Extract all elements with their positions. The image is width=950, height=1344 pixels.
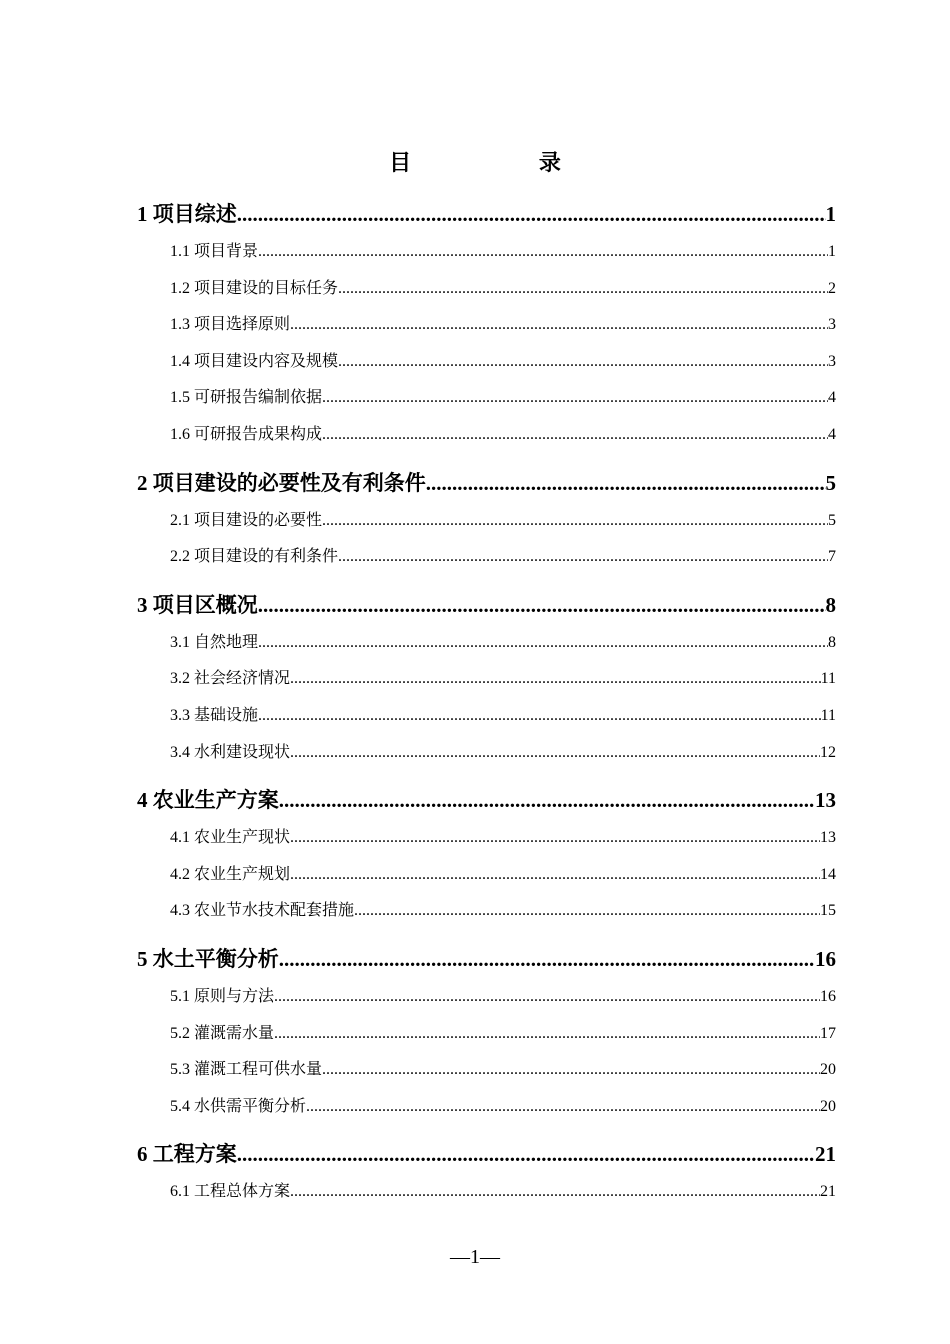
- toc-dot-leader: [322, 1052, 820, 1089]
- toc-entry-page-number: 3: [828, 352, 836, 370]
- toc-section-entry[interactable]: [137, 380, 836, 417]
- toc-entry-label: 4.3 农业节水技术配套措施: [170, 902, 355, 920]
- toc-entry-page-number: 11: [820, 670, 836, 688]
- toc-entry-label: 1.2 项目建设的目标任务: [170, 279, 339, 297]
- toc-chapter-entry[interactable]: [137, 1134, 836, 1174]
- toc-entry-label: 3.1 自然地理: [170, 633, 259, 651]
- toc-entry-page-number: 1: [828, 243, 836, 260]
- toc-entry-page-number: 13: [815, 788, 836, 813]
- toc-entry-label: 1.1 项目背景: [170, 243, 259, 260]
- toc-section-entry[interactable]: [137, 1174, 836, 1211]
- toc-section-entry[interactable]: [137, 417, 836, 454]
- toc-dot-leader: [290, 307, 828, 344]
- toc-entry-page-number: 8: [828, 633, 836, 651]
- toc-dot-leader: [338, 271, 828, 308]
- toc-dot-leader: [338, 539, 828, 576]
- toc-dot-leader: [290, 661, 821, 698]
- toc-entry-label: 3.3 基础设施: [170, 706, 259, 724]
- toc-dot-leader: [258, 698, 821, 735]
- toc-section-entry[interactable]: [137, 1089, 836, 1126]
- page-number-footer: —1—: [450, 1246, 500, 1268]
- toc-entry-page-number: 1: [825, 202, 836, 226]
- toc-dot-leader: [290, 735, 820, 772]
- toc-dot-leader: [306, 1089, 820, 1126]
- toc-entry-label: 1 项目综述: [137, 202, 237, 226]
- toc-section-entry[interactable]: [137, 307, 836, 344]
- toc-section-entry[interactable]: [137, 893, 836, 930]
- toc-entry-page-number: 5: [825, 470, 836, 495]
- toc-dot-leader: [426, 463, 826, 503]
- toc-entry-label: 5.1 原则与方法: [170, 987, 275, 1005]
- toc-section-entry[interactable]: [137, 820, 836, 857]
- toc-section-entry[interactable]: [137, 979, 836, 1016]
- toc-entry-label: 3.2 社会经济情况: [170, 670, 291, 688]
- toc-entry-page-number: 5: [828, 511, 836, 529]
- toc-entry-label: 1.3 项目选择原则: [170, 316, 291, 334]
- toc-section-entry[interactable]: [137, 344, 836, 381]
- toc-entry-page-number: 15: [820, 902, 836, 920]
- toc-dot-leader: [258, 625, 828, 662]
- toc-dot-leader: [258, 585, 826, 625]
- toc-section-entry[interactable]: [137, 234, 836, 271]
- toc-entry-label: 2.1 项目建设的必要性: [170, 511, 323, 529]
- toc-entry-page-number: 8: [825, 592, 836, 617]
- toc-dot-leader: [279, 939, 815, 979]
- toc-chapter-entry[interactable]: [137, 463, 836, 503]
- toc-section-entry[interactable]: [137, 503, 836, 540]
- toc-entry-label: 4.2 农业生产规划: [170, 865, 291, 883]
- toc-dot-leader: [274, 979, 820, 1016]
- toc-entry-label: 5 水土平衡分析: [137, 946, 279, 971]
- table-of-contents: [137, 194, 836, 1211]
- toc-entry-label: 2.2 项目建设的有利条件: [170, 548, 339, 566]
- toc-dot-leader: [322, 503, 828, 540]
- toc-dot-leader: [338, 344, 828, 381]
- toc-entry-label: 1.6 可研报告成果构成: [170, 425, 323, 443]
- toc-entry-page-number: 21: [820, 1183, 836, 1201]
- toc-entry-page-number: 14: [820, 865, 836, 883]
- toc-entry-label: 2 项目建设的必要性及有利条件: [137, 470, 426, 495]
- toc-dot-leader: [322, 417, 828, 454]
- toc-entry-page-number: 20: [820, 1097, 836, 1115]
- toc-entry-page-number: 13: [820, 829, 836, 847]
- toc-dot-leader: [237, 1134, 815, 1174]
- toc-entry-label: 3 项目区概况: [137, 592, 258, 617]
- toc-dot-leader: [274, 1016, 820, 1053]
- toc-section-entry[interactable]: [137, 857, 836, 894]
- toc-title: 目 录: [389, 151, 621, 176]
- toc-entry-page-number: 16: [820, 987, 836, 1005]
- toc-entry-page-number: 21: [815, 1142, 836, 1167]
- toc-chapter-entry[interactable]: [137, 780, 836, 820]
- toc-section-entry[interactable]: [137, 625, 836, 662]
- toc-entry-page-number: 16: [815, 946, 836, 971]
- toc-dot-leader: [290, 1174, 820, 1211]
- toc-entry-label: 5.4 水供需平衡分析: [170, 1097, 307, 1115]
- toc-dot-leader: [279, 780, 815, 820]
- toc-entry-label: 6.1 工程总体方案: [170, 1183, 291, 1201]
- toc-dot-leader: [237, 194, 826, 234]
- toc-section-entry[interactable]: [137, 1016, 836, 1053]
- toc-entry-page-number: 11: [820, 706, 836, 724]
- toc-section-entry[interactable]: [137, 698, 836, 735]
- toc-dot-leader: [258, 234, 828, 271]
- toc-entry-page-number: 7: [828, 548, 836, 566]
- toc-entry-page-number: 3: [828, 316, 836, 334]
- toc-entry-label: 1.5 可研报告编制依据: [170, 389, 323, 407]
- toc-chapter-entry[interactable]: [137, 585, 836, 625]
- toc-section-entry[interactable]: [137, 661, 836, 698]
- toc-entry-page-number: 12: [820, 743, 836, 761]
- toc-entry-label: 1.4 项目建设内容及规模: [170, 352, 339, 370]
- toc-dot-leader: [290, 820, 820, 857]
- toc-dot-leader: [354, 893, 820, 930]
- toc-entry-page-number: 20: [820, 1061, 836, 1079]
- toc-entry-label: 5.2 灌溉需水量: [170, 1024, 275, 1042]
- toc-entry-page-number: 4: [828, 389, 836, 407]
- toc-chapter-entry[interactable]: [137, 194, 836, 234]
- toc-entry-label: 4.1 农业生产现状: [170, 829, 291, 847]
- toc-dot-leader: [322, 380, 828, 417]
- toc-section-entry[interactable]: [137, 735, 836, 772]
- toc-entry-page-number: 2: [828, 279, 836, 297]
- toc-entry-page-number: 17: [820, 1024, 836, 1042]
- toc-entry-page-number: 4: [828, 425, 836, 443]
- toc-entry-label: 4 农业生产方案: [137, 788, 279, 813]
- toc-entry-label: 5.3 灌溉工程可供水量: [170, 1061, 323, 1079]
- toc-entry-label: 3.4 水利建设现状: [170, 743, 291, 761]
- toc-dot-leader: [290, 857, 820, 894]
- toc-section-entry[interactable]: [137, 1052, 836, 1089]
- toc-section-entry[interactable]: [137, 539, 836, 576]
- toc-entry-label: 6 工程方案: [137, 1142, 237, 1167]
- toc-section-entry[interactable]: [137, 271, 836, 308]
- toc-chapter-entry[interactable]: [137, 939, 836, 979]
